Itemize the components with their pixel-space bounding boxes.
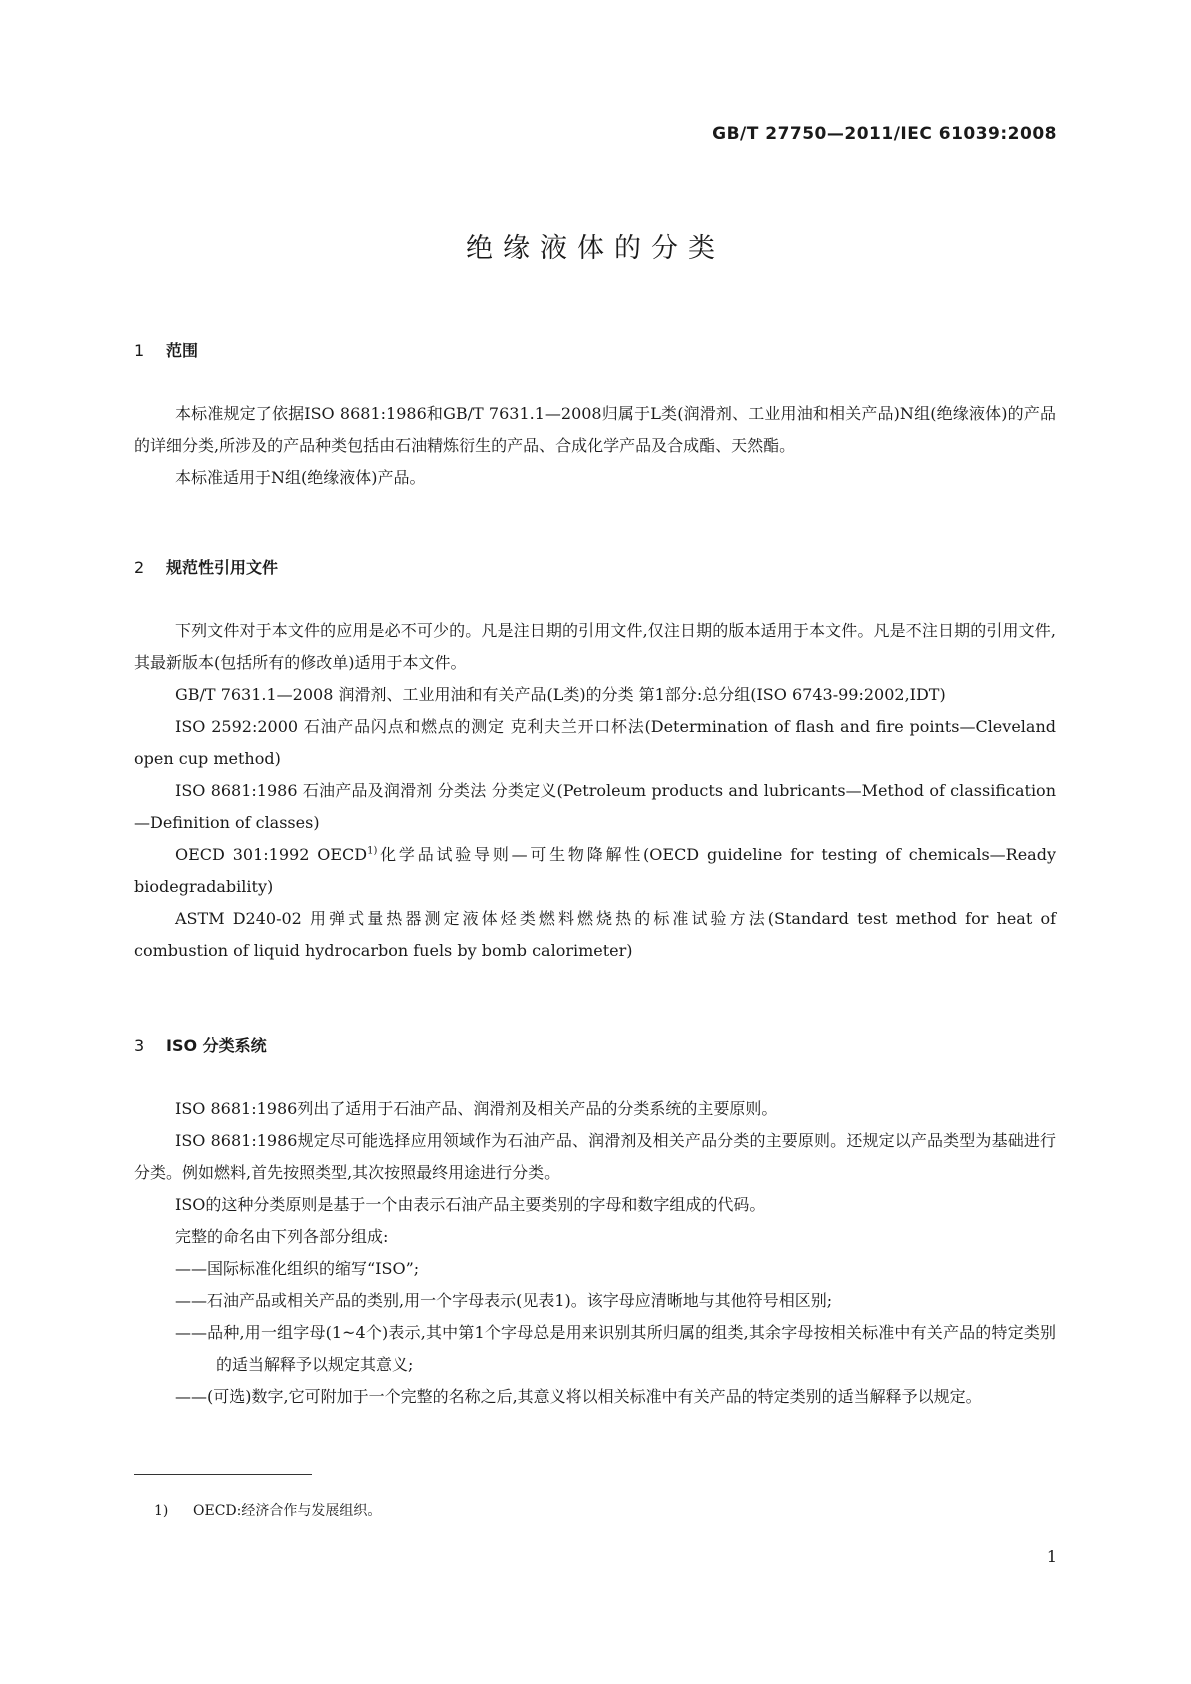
section-heading xyxy=(134,557,1056,579)
section-title: 规范性引用文件 xyxy=(166,558,279,577)
reference-oecd-code: OECD 301:1992 OECD xyxy=(175,845,368,864)
section-number: 1 xyxy=(134,341,145,360)
paragraph: ISO 8681:1986列出了适用于石油产品、润滑剂及相关产品的分类系统的主要原则。 xyxy=(175,1099,778,1118)
list-item: ——(可选)数字,它可附加于一个完整的名称之后,其意义将以相关标准中有关产品的特定类别的适当解释予以规定。 xyxy=(175,1387,982,1406)
footnote-mark: 1) xyxy=(154,1503,169,1519)
paragraph: 下列文件对于本文件的应用是必不可少的。凡是注日期的引用文件,仅注日期的版本适用于本文件。凡是不注日期的引用文件,其最新版本(包括所有的修改单)适用于本文件。 xyxy=(134,621,1056,672)
section-heading xyxy=(134,1035,1056,1057)
list-item: ——国际标准化组织的缩写“ISO”; xyxy=(175,1259,420,1278)
paragraph: 本标准规定了依据ISO 8681:1986和GB/T 7631.1—2008归属于L类(润滑剂、工业用油和相关产品)N组(绝缘液体)的产品的详细分类,所涉及的产品种类包括由石油精炼衍生的产品、合成化学产品及合成酯、天然酯。 xyxy=(134,404,1056,455)
section-number: 2 xyxy=(134,558,145,577)
reference-item: GB/T 7631.1—2008 润滑剂、工业用油和有关产品(L类)的分类 第1部分:总分组(ISO 6743-99:2002,IDT) xyxy=(175,685,946,704)
paragraph: ISO的这种分类原则是基于一个由表示石油产品主要类别的字母和数字组成的代码。 xyxy=(175,1195,766,1214)
footnote-ref: 1) xyxy=(367,845,378,857)
footnote xyxy=(154,1500,381,1520)
section-title: 范围 xyxy=(166,341,199,360)
section-title: ISO 分类系统 xyxy=(166,1036,267,1055)
section-heading xyxy=(134,340,1056,362)
standard-number: GB/T 27750—2011/IEC 61039:2008 xyxy=(712,124,1057,144)
section-number: 3 xyxy=(134,1036,145,1055)
paragraph: 本标准适用于N组(绝缘液体)产品。 xyxy=(175,468,426,487)
list-item: ——品种,用一组字母(1~4个)表示,其中第1个字母总是用来识别其所归属的组类,其余字母按相关标准中有关产品的特定类别的适当解释予以规定其意义; xyxy=(175,1323,1056,1374)
reference-item: ISO 2592:2000 石油产品闪点和燃点的测定 克利夫兰开口杯法(Determination of flash and fire points—Cleveland open cup method) xyxy=(134,717,1056,768)
section-scope xyxy=(134,340,1056,494)
footnote-text: OECD:经济合作与发展组织。 xyxy=(193,1503,382,1519)
document-title: 绝缘液体的分类 xyxy=(466,233,725,264)
reference-item: ISO 8681:1986 石油产品及润滑剂 分类法 分类定义(Petroleum products and lubricants—Method of classification—Definition of classes) xyxy=(134,781,1056,832)
page-number: 1 xyxy=(1046,1547,1057,1566)
footnote-divider xyxy=(134,1474,312,1475)
reference-item: ASTM D240-02 用弹式量热器测定液体烃类燃料燃烧热的标准试验方法(Standard test method for heat of combustion of liquid hydrocarbon fuels by bomb calorimeter) xyxy=(134,909,1056,960)
reference-item xyxy=(134,839,1056,903)
section-normative-references xyxy=(134,557,1056,967)
reference-oecd-title: 化学品试验导则—可生物降解性(OECD guideline for testing of chemicals—Ready biodegradability) xyxy=(134,845,1056,896)
paragraph: ISO 8681:1986规定尽可能选择应用领域作为石油产品、润滑剂及相关产品分类的主要原则。还规定以产品类型为基础进行分类。例如燃料,首先按照类型,其次按照最终用途进行分类。 xyxy=(134,1131,1056,1182)
paragraph: 完整的命名由下列各部分组成: xyxy=(175,1227,389,1246)
list-item: ——石油产品或相关产品的类别,用一个字母表示(见表1)。该字母应清晰地与其他符号相区别; xyxy=(175,1291,833,1310)
section-iso-classification xyxy=(134,1035,1056,1413)
